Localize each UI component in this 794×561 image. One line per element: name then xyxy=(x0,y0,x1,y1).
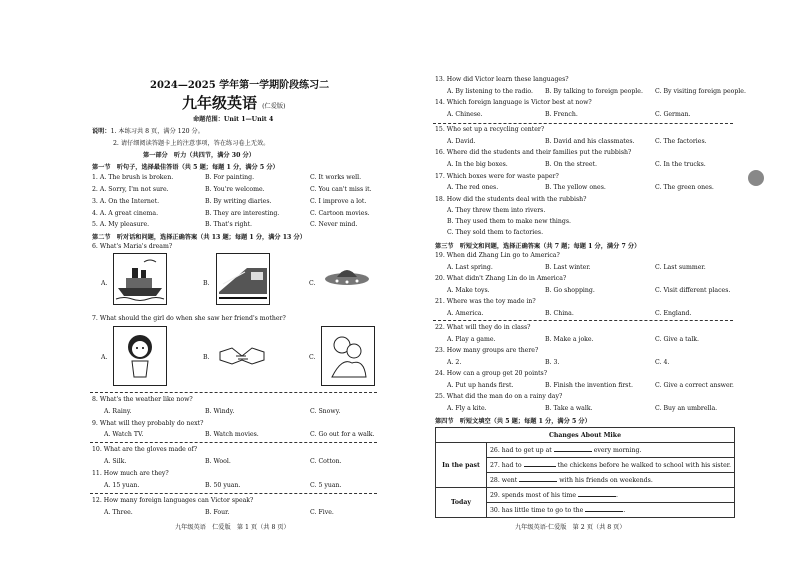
q19-text: 19. When did Zhang Lin go to America? xyxy=(435,252,560,259)
blank-29[interactable] xyxy=(578,491,616,497)
r29-prefix: 29. spends most of his time xyxy=(490,492,576,499)
q6-label-a: A. xyxy=(101,280,108,287)
hug-icon xyxy=(321,326,375,386)
q4-c: C. Cartoon movies. xyxy=(310,210,370,217)
q7-label-b: B. xyxy=(203,354,210,361)
table-title: Changes About Mike xyxy=(436,428,735,443)
q16-a: A. In the big boxes. xyxy=(447,161,508,168)
q7-label-a: A. xyxy=(101,354,108,361)
q8-c: C. Snowy. xyxy=(310,408,341,415)
ufo-icon xyxy=(321,253,373,303)
q25-b: B. Take a walk. xyxy=(545,405,593,412)
q2-b: B. You're welcome. xyxy=(205,186,265,193)
row-label-today: Today xyxy=(436,488,487,518)
q22-text: 22. What will they do in class? xyxy=(435,324,531,331)
page-right xyxy=(397,0,794,561)
row-27 xyxy=(487,458,735,473)
q2-c: C. You can't miss it. xyxy=(310,186,372,193)
exam-line1: 2024—2025 学年第一学期阶段练习二 xyxy=(150,80,330,91)
r30-suffix: . xyxy=(623,507,626,514)
q18-b: B. They used them to make new things. xyxy=(447,218,571,225)
divider xyxy=(433,320,733,321)
note-2: 2. 请仔细阅读答题卡上的注意事项，答在练习卷上无效。 xyxy=(113,140,270,147)
section3-heading: 第三节 听短文和问题，选择正确答案（共 7 题；每题 1 分，满分 7 分） xyxy=(435,243,641,250)
divider xyxy=(90,392,377,393)
exam-scope: 命题范围：Unit 1—Unit 4 xyxy=(193,116,274,123)
part1-heading: 第一部分 听力（共四节，满分 30 分） xyxy=(143,152,255,159)
q21-b: B. China. xyxy=(545,310,574,317)
blank-28[interactable] xyxy=(519,476,557,482)
q7-label-c: C. xyxy=(309,354,316,361)
q25-text: 25. What did the man do on a rainy day? xyxy=(435,393,563,400)
q19-b: B. Last winter. xyxy=(545,264,591,271)
changes-table xyxy=(435,427,735,518)
q5-b: B. That's right. xyxy=(205,221,252,228)
q4-a: 4. A. A great cinema. xyxy=(92,210,159,217)
note-1-text: 1. 本练习共 8 页，满分 120 分。 xyxy=(110,128,204,135)
q9-a: A. Watch TV. xyxy=(104,431,144,438)
q6-label-b: B. xyxy=(203,280,210,287)
q20-a: A. Make toys. xyxy=(447,287,490,294)
exam-title xyxy=(182,92,286,113)
q6-label-c: C. xyxy=(309,280,316,287)
q9-text: 9. What will they probably do next? xyxy=(92,420,204,427)
q5-a: 5. A. My pleasure. xyxy=(92,221,150,228)
r26-suffix: every morning. xyxy=(593,447,642,454)
divider xyxy=(90,493,377,494)
row-29 xyxy=(487,488,735,503)
q23-c: C. 4. xyxy=(655,359,670,366)
table-row xyxy=(436,443,735,458)
r27-suffix: the chickens before he walked to school with his sister. xyxy=(557,462,731,469)
q21-a: A. America. xyxy=(447,310,484,317)
q15-a: A. David. xyxy=(447,138,476,145)
q17-text: 17. Which boxes were for waste paper? xyxy=(435,173,559,180)
r26-prefix: 26. had to get up at xyxy=(490,447,552,454)
q23-a: A. 2. xyxy=(447,359,462,366)
q18-a: A. They threw them into rivers. xyxy=(447,207,546,214)
q19-a: A. Last spring. xyxy=(447,264,493,271)
q17-a: A. The red ones. xyxy=(447,184,499,191)
exam-title-text: 九年级英语 xyxy=(182,94,258,112)
q12-c: C. Five. xyxy=(310,509,334,516)
r30-prefix: 30. has little time to go to the xyxy=(490,507,584,514)
q11-text: 11. How much are they? xyxy=(92,470,169,477)
q20-text: 20. What didn't Zhang Lin do in America? xyxy=(435,275,567,282)
q15-text: 15. Who set up a recycling center? xyxy=(435,126,545,133)
table-row xyxy=(436,488,735,503)
q14-a: A. Chinese. xyxy=(447,111,483,118)
q11-a: A. 15 yuan. xyxy=(104,482,140,489)
q25-a: A. Fly a kite. xyxy=(447,405,487,412)
q23-b: B. 3. xyxy=(545,359,560,366)
divider xyxy=(90,442,377,443)
q14-text: 14. Which foreign language is Victor best at now? xyxy=(435,99,592,106)
q1-b: B. For painting. xyxy=(205,174,255,181)
q18-c: C. They sold them to factories. xyxy=(447,229,544,236)
blank-27[interactable] xyxy=(524,461,556,467)
binding-hole-mark xyxy=(748,170,764,186)
q15-c: C. The factories. xyxy=(655,138,707,145)
q24-a: A. Put up hands first. xyxy=(447,382,514,389)
q11-b: B. 50 yuan. xyxy=(205,482,241,489)
note-label: 说明： xyxy=(92,128,111,135)
q13-text: 13. How did Victor learn these languages? xyxy=(435,76,569,83)
q17-b: B. The yellow ones. xyxy=(545,184,606,191)
q22-a: A. Play a game. xyxy=(447,336,496,343)
table-header-row xyxy=(436,428,735,443)
q22-b: B. Make a joke. xyxy=(545,336,594,343)
q9-b: B. Watch movies. xyxy=(205,431,259,438)
q21-text: 21. Where was the toy made in? xyxy=(435,298,536,305)
q1-c: C. It works well. xyxy=(310,174,362,181)
r29-suffix: . xyxy=(615,492,618,499)
q1-a: 1. A. The brush is broken. xyxy=(92,174,174,181)
row-30 xyxy=(487,503,735,518)
q24-text: 24. How can a group get 20 points? xyxy=(435,370,548,377)
q2-a: 2. A. Sorry, I'm not sure. xyxy=(92,186,169,193)
ship-icon xyxy=(113,253,167,305)
q10-a: A. Silk. xyxy=(104,458,127,465)
q24-c: C. Give a correct answer. xyxy=(655,382,734,389)
q14-c: C. German. xyxy=(655,111,691,118)
q3-b: B. By writing diaries. xyxy=(205,198,272,205)
q9-c: C. Go out for a walk. xyxy=(310,431,375,438)
q24-b: B. Finish the invention first. xyxy=(545,382,633,389)
r28-prefix: 28. went xyxy=(490,477,518,484)
q22-c: C. Give a talk. xyxy=(655,336,700,343)
q12-b: B. Four. xyxy=(205,509,230,516)
row-label-past: In the past xyxy=(436,443,487,488)
q16-c: C. In the trucks. xyxy=(655,161,706,168)
train-icon xyxy=(216,253,270,305)
q19-c: C. Last summer. xyxy=(655,264,706,271)
section4-heading: 第四节 听短文填空（共 5 题；每题 1 分，满分 5 分） xyxy=(435,418,591,425)
q25-c: C. Buy an umbrella. xyxy=(655,405,718,412)
q3-a: 3. A. On the Internet. xyxy=(92,198,160,205)
footer-right: 九年级英语·仁爱版 第 2 页（共 8 页） xyxy=(515,524,626,531)
q7-text: 7. What should the girl do when she saw her friend's mother? xyxy=(92,315,286,322)
q20-b: B. Go shopping. xyxy=(545,287,595,294)
q8-b: B. Windy. xyxy=(205,408,235,415)
q11-c: C. 5 yuan. xyxy=(310,482,342,489)
q10-b: B. Wool. xyxy=(205,458,231,465)
q17-c: C. The green ones. xyxy=(655,184,714,191)
q10-text: 10. What are the gloves made of? xyxy=(92,446,198,453)
q16-text: 16. Where did the students and their families put the rubbish? xyxy=(435,149,632,156)
q23-text: 23. How many groups are there? xyxy=(435,347,539,354)
q13-c: C. By visiting foreign people. xyxy=(655,88,746,95)
q12-a: A. Three. xyxy=(104,509,133,516)
q13-a: A. By listening to the radio. xyxy=(447,88,534,95)
q3-c: C. I improve a lot. xyxy=(310,198,367,205)
q16-b: B. On the street. xyxy=(545,161,598,168)
r28-suffix: with his friends on weekends. xyxy=(559,477,653,484)
row-26 xyxy=(487,443,735,458)
edition-tag: (仁爱版) xyxy=(262,103,286,110)
q15-b: B. David and his classmates. xyxy=(545,138,635,145)
section2-heading: 第二节 听对话和问题，选择正确答案（共 13 题；每题 1 分，满分 13 分） xyxy=(92,234,306,241)
r27-prefix: 27. had to xyxy=(490,462,522,469)
q10-c: C. Cotton. xyxy=(310,458,342,465)
q18-text: 18. How did the students deal with the rubbish? xyxy=(435,196,587,203)
q8-a: A. Rainy. xyxy=(104,408,132,415)
blank-26[interactable] xyxy=(554,446,592,452)
q4-b: B. They are interesting. xyxy=(205,210,280,217)
row-28 xyxy=(487,473,735,488)
q12-text: 12. How many foreign languages can Victor speak? xyxy=(92,497,254,504)
bowing-girl-icon xyxy=(113,326,167,386)
q21-c: C. England. xyxy=(655,310,692,317)
q14-b: B. French. xyxy=(545,111,578,118)
divider xyxy=(433,123,733,124)
note-1 xyxy=(92,126,204,135)
q5-c: C. Never mind. xyxy=(310,221,358,228)
q20-c: C. Visit different places. xyxy=(655,287,731,294)
footer-left: 九年级英语 仁爱版 第 1 页（共 8 页） xyxy=(175,524,290,531)
q6-text: 6. What's Maria's dream? xyxy=(92,243,173,250)
q8-text: 8. What's the weather like now? xyxy=(92,396,193,403)
section1-heading: 第一节 听句子，选择最佳答语（共 5 题；每题 1 分，满分 5 分） xyxy=(92,164,279,171)
blank-30[interactable] xyxy=(585,506,626,514)
q13-b: B. By talking to foreign people. xyxy=(545,88,643,95)
handshake-icon xyxy=(216,326,268,384)
